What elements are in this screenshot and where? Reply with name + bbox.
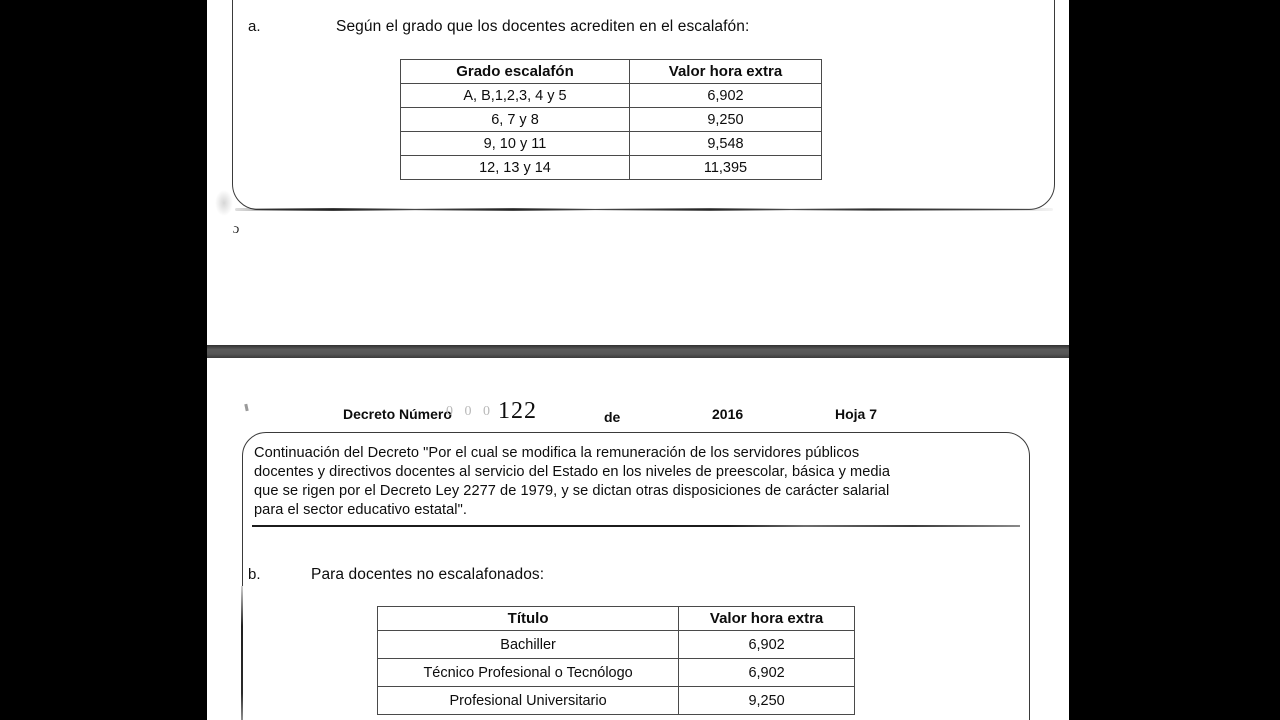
column-header-valor: Valor hora extra: [629, 60, 821, 84]
table-titulo-head: [378, 607, 855, 631]
continuation-line-4: para el sector educativo estatal".: [254, 502, 467, 518]
table-titulo-body: [378, 631, 855, 715]
table-row: [401, 84, 822, 108]
cell-valor: 6,902: [679, 659, 855, 687]
cell-valor: 9,250: [629, 108, 821, 132]
decree-number-value: 122: [498, 398, 537, 424]
cell-valor: 11,395: [629, 156, 821, 180]
table-header-row: [401, 60, 822, 84]
column-header-grado: Grado escalafón: [401, 60, 630, 84]
decree-sheet-number: Hoja 7: [835, 406, 878, 422]
table-row: [401, 132, 822, 156]
decree-number-label: Decreto Número: [343, 406, 452, 422]
list-item-b-marker: b.: [248, 566, 261, 583]
cell-titulo: Profesional Universitario: [378, 687, 679, 715]
letterbox-bar-right: [1069, 0, 1280, 720]
table-grado-body: [401, 84, 822, 180]
cell-valor: 9,548: [629, 132, 821, 156]
continuation-line-3: que se rigen por el Decreto Ley 2277 de 1979, y se dictan otras disposiciones de carácter salarial: [254, 483, 890, 499]
column-header-titulo: Título: [378, 607, 679, 631]
cell-valor: 6,902: [629, 84, 821, 108]
table-row: [378, 631, 855, 659]
cell-grado: 9, 10 y 11: [401, 132, 630, 156]
stray-pen-mark: ɔ: [232, 221, 241, 238]
table-header-row: [378, 607, 855, 631]
letterbox-bar-left: [0, 0, 207, 720]
table-row: [378, 659, 855, 687]
table-titulo: [377, 606, 855, 715]
decree-header: [207, 398, 1069, 428]
list-item-b: [248, 566, 544, 584]
list-item-b-text: Para docentes no escalafonados:: [311, 566, 545, 583]
continuation-paragraph: [254, 444, 1020, 520]
cell-titulo: Bachiller: [378, 631, 679, 659]
scanned-document-area: [207, 0, 1069, 720]
continuation-line-1: Continuación del Decreto "Por el cual se modifica la remuneración de los servidores públicos: [254, 445, 860, 461]
continuation-line-2: docentes y directivos docentes al servicio del Estado en los niveles de preescolar, básica y media: [254, 464, 891, 480]
table-grado-escalafon: [400, 59, 822, 180]
cell-valor: 9,250: [679, 687, 855, 715]
table-row: [401, 108, 822, 132]
table-grado-head: [401, 60, 822, 84]
list-item-a-marker: a.: [248, 18, 261, 35]
decree-year: 2016: [712, 406, 744, 422]
cell-grado: A, B,1,2,3, 4 y 5: [401, 84, 630, 108]
column-header-valor: Valor hora extra: [679, 607, 855, 631]
scan-smudge: [215, 190, 233, 216]
list-item-a-text: Según el grado que los docentes acrediten en el escalafón:: [336, 18, 750, 35]
cell-valor: 6,902: [679, 631, 855, 659]
table-row: [401, 156, 822, 180]
list-item-a: [248, 18, 749, 36]
cell-grado: 6, 7 y 8: [401, 108, 630, 132]
decree-connector: de: [604, 409, 621, 425]
decree-ghost-digits: 0 0 0: [446, 404, 494, 419]
page-inner-edge-line: [241, 586, 243, 720]
cell-grado: 12, 13 y 14: [401, 156, 630, 180]
cell-titulo: Técnico Profesional o Tecnólogo: [378, 659, 679, 687]
table-row: [378, 687, 855, 715]
horizontal-rule: [252, 525, 1020, 527]
document-page-upper: [207, 0, 1069, 345]
page-separator-band: [207, 345, 1069, 358]
page-edge-shadow-upper: [235, 208, 1053, 211]
